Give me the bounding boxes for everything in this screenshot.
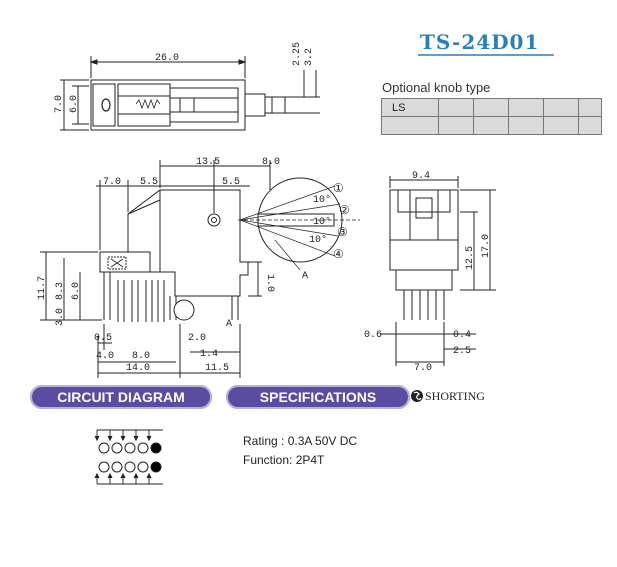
specifications-heading: SPECIFICATIONS xyxy=(226,385,410,409)
dim-5-5-b: 5.5 xyxy=(222,177,241,188)
dim-tol1: 2.25 xyxy=(292,41,303,66)
knob-cell xyxy=(474,117,509,135)
front-view xyxy=(380,176,496,366)
knob-cell xyxy=(579,117,602,135)
dim-height-6: 6.0 xyxy=(69,94,80,113)
position-3: ③ xyxy=(337,226,348,240)
dim-height-7: 7.0 xyxy=(54,94,65,113)
knob-cell xyxy=(439,99,474,117)
dim-7-0-front: 7.0 xyxy=(414,363,433,374)
knob-cell xyxy=(544,117,579,135)
angle-2: 10° xyxy=(313,217,332,228)
dim-8-0: 8.0 xyxy=(262,157,281,168)
dim-12-5: 12.5 xyxy=(465,245,476,270)
circuit-diagram-heading: CIRCUIT DIAGRAM xyxy=(30,385,212,409)
dim-0-6: 0.6 xyxy=(364,330,383,341)
dim-11-7: 11.7 xyxy=(37,275,48,300)
dim-1-4: 1.4 xyxy=(200,349,219,360)
dim-2-5: 2.5 xyxy=(453,346,472,357)
model-title: TS-24D01 xyxy=(420,30,540,54)
dim-length: 26.0 xyxy=(155,53,180,64)
dim-tol2: 3.2 xyxy=(304,47,315,66)
dim-4-0: 4.0 xyxy=(96,351,115,362)
point-a-2: A xyxy=(226,319,233,330)
dim-2-0: 2.0 xyxy=(188,333,207,344)
knob-cell xyxy=(382,117,439,135)
angle-3: 10° xyxy=(309,235,328,246)
shorting-label: SHORTING xyxy=(425,389,485,403)
position-2: ② xyxy=(339,204,350,218)
knob-cell xyxy=(509,99,544,117)
dim-0-4: 0.4 xyxy=(453,330,472,341)
dim-14-0: 14.0 xyxy=(126,363,151,374)
knob-cell xyxy=(544,99,579,117)
knob-heading: Optional knob type xyxy=(382,80,491,95)
dim-8-0-b: 8.0 xyxy=(132,351,151,362)
knob-cell: LS xyxy=(382,99,439,117)
dim-8-3: 8.3 xyxy=(55,281,66,300)
knob-cell xyxy=(579,99,602,117)
dim-3-0: 3.0 xyxy=(55,307,66,326)
spec-function: Function: 2P4T xyxy=(243,453,325,467)
spec-rating: Rating : 0.3A 50V DC xyxy=(243,434,358,448)
dim-17-0: 17.0 xyxy=(481,233,492,258)
position-4: ④ xyxy=(333,248,344,262)
top-view xyxy=(60,56,320,130)
side-view xyxy=(40,160,360,378)
knob-cell xyxy=(509,117,544,135)
dim-1-0: 1.0 xyxy=(264,274,275,293)
knob-cell xyxy=(439,117,474,135)
angle-1: 10° xyxy=(313,195,332,206)
shorting-icon xyxy=(411,390,423,402)
dim-13-5: 13.5 xyxy=(196,157,221,168)
dim-0-5: 0.5 xyxy=(94,333,113,344)
point-a: A xyxy=(302,271,309,282)
dim-6-0: 6.0 xyxy=(71,281,82,300)
position-1: ① xyxy=(333,182,344,196)
knob-table xyxy=(381,98,602,135)
dim-9-4: 9.4 xyxy=(412,171,431,182)
dim-11-5: 11.5 xyxy=(205,363,230,374)
dim-7-0: 7.0 xyxy=(103,177,122,188)
dim-5-5-a: 5.5 xyxy=(140,177,159,188)
knob-cell xyxy=(474,99,509,117)
circuit-diagram xyxy=(95,430,163,484)
